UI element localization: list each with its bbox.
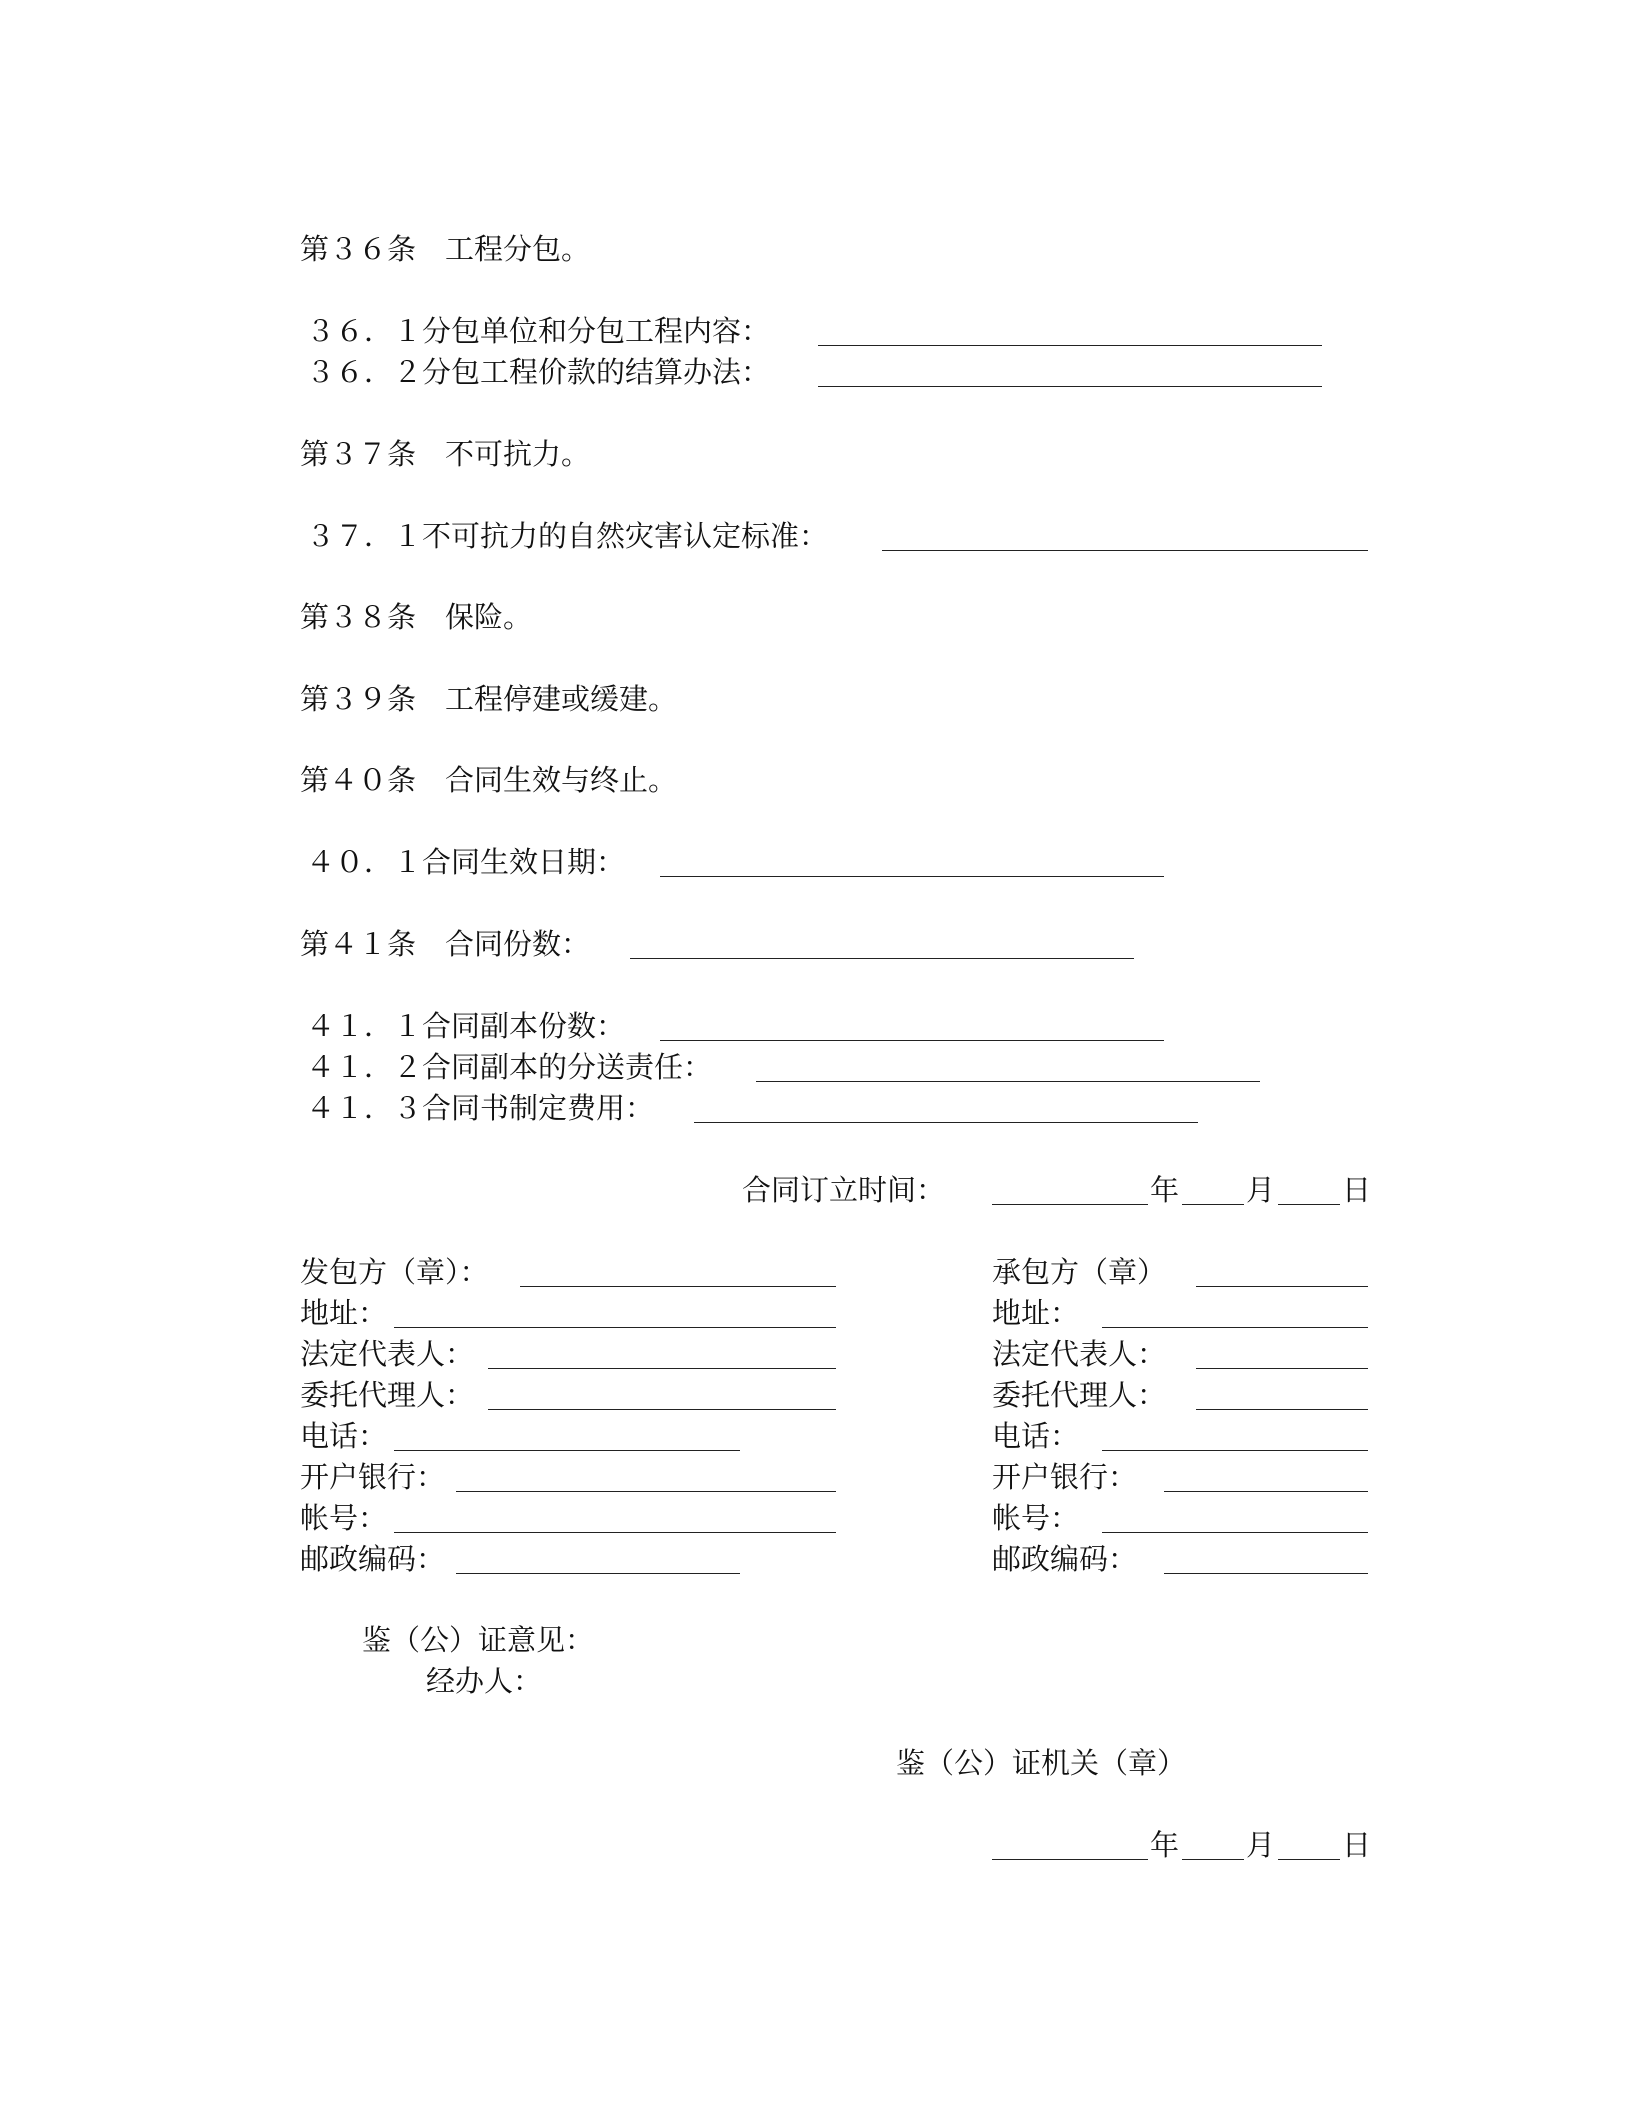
- article-41-heading: 第４１条 合同份数：: [300, 927, 591, 961]
- employer-bank-label: 开户银行：: [300, 1460, 446, 1494]
- contractor-legal-rep-label: 法定代表人：: [992, 1337, 1167, 1371]
- contractor-agent-label: 委托代理人：: [992, 1378, 1167, 1412]
- article-40-heading: 第４０条 合同生效与终止。: [300, 763, 678, 797]
- article-36-heading: 第３６条 工程分包。: [300, 232, 591, 266]
- article-36-1-blank[interactable]: [818, 345, 1322, 346]
- article-40-1-label: ４０．１合同生效日期：: [306, 845, 626, 879]
- notary-year-blank[interactable]: [992, 1859, 1148, 1860]
- notary-authority-label: 鉴（公）证机关（章）: [896, 1746, 1187, 1780]
- employer-agent-label: 委托代理人：: [300, 1378, 475, 1412]
- article-36-2-blank[interactable]: [818, 386, 1322, 387]
- notary-day-blank[interactable]: [1278, 1859, 1340, 1860]
- article-37-1-label: ３７．１不可抗力的自然灾害认定标准：: [306, 519, 829, 553]
- contractor-postcode-blank[interactable]: [1164, 1573, 1368, 1574]
- contractor-account-label: 帐号：: [992, 1501, 1080, 1535]
- signing-day-blank[interactable]: [1278, 1204, 1340, 1205]
- signing-month-blank[interactable]: [1182, 1204, 1244, 1205]
- signing-time-label: 合同订立时间：: [742, 1173, 946, 1207]
- article-39-heading: 第３９条 工程停建或缓建。: [300, 682, 678, 716]
- contractor-seal-label: 承包方（章）: [992, 1255, 1167, 1289]
- employer-address-blank[interactable]: [394, 1327, 836, 1328]
- article-41-2-blank[interactable]: [756, 1081, 1260, 1082]
- contractor-address-label: 地址：: [992, 1296, 1080, 1330]
- article-40-1-blank[interactable]: [660, 876, 1164, 877]
- article-41-3-blank[interactable]: [694, 1122, 1198, 1123]
- signing-year-label: 年: [1150, 1173, 1180, 1207]
- employer-account-blank[interactable]: [394, 1532, 836, 1533]
- signing-year-blank[interactable]: [992, 1204, 1148, 1205]
- article-38-heading: 第３８条 保险。: [300, 600, 533, 634]
- employer-agent-blank[interactable]: [488, 1409, 836, 1410]
- article-37-1-blank[interactable]: [882, 550, 1368, 551]
- notary-year-label: 年: [1150, 1828, 1180, 1862]
- article-41-1-label: ４１．１合同副本份数：: [306, 1009, 626, 1043]
- contractor-legal-rep-blank[interactable]: [1196, 1368, 1368, 1369]
- employer-address-label: 地址：: [300, 1296, 388, 1330]
- article-41-2-label: ４１．２合同副本的分送责任：: [306, 1050, 713, 1084]
- employer-postcode-label: 邮政编码：: [300, 1542, 446, 1576]
- contractor-agent-blank[interactable]: [1196, 1409, 1368, 1410]
- employer-phone-label: 电话：: [300, 1419, 388, 1453]
- contractor-phone-label: 电话：: [992, 1419, 1080, 1453]
- article-41-3-label: ４１．３合同书制定费用：: [306, 1091, 655, 1125]
- contractor-address-blank[interactable]: [1102, 1327, 1368, 1328]
- contractor-phone-blank[interactable]: [1102, 1450, 1368, 1451]
- employer-account-label: 帐号：: [300, 1501, 388, 1535]
- notary-opinion-label: 鉴（公）证意见：: [362, 1623, 595, 1657]
- article-36-1-label: ３６．１分包单位和分包工程内容：: [306, 314, 771, 348]
- contractor-bank-blank[interactable]: [1164, 1491, 1368, 1492]
- notary-month-label: 月: [1246, 1828, 1276, 1862]
- employer-bank-blank[interactable]: [456, 1491, 836, 1492]
- employer-postcode-blank[interactable]: [456, 1573, 740, 1574]
- notary-day-label: 日: [1342, 1828, 1372, 1862]
- employer-phone-blank[interactable]: [394, 1450, 740, 1451]
- article-41-blank[interactable]: [630, 958, 1134, 959]
- contractor-account-blank[interactable]: [1102, 1532, 1368, 1533]
- article-37-heading: 第３７条 不可抗力。: [300, 437, 591, 471]
- employer-seal-blank[interactable]: [520, 1286, 836, 1287]
- notary-month-blank[interactable]: [1182, 1859, 1244, 1860]
- signing-day-label: 日: [1342, 1173, 1372, 1207]
- signing-month-label: 月: [1246, 1173, 1276, 1207]
- contractor-seal-blank[interactable]: [1196, 1286, 1368, 1287]
- article-41-1-blank[interactable]: [660, 1040, 1164, 1041]
- notary-handler-label: 经办人：: [426, 1664, 543, 1698]
- contractor-bank-label: 开户银行：: [992, 1460, 1138, 1494]
- employer-seal-label: 发包方（章）：: [300, 1255, 489, 1289]
- contractor-postcode-label: 邮政编码：: [992, 1542, 1138, 1576]
- employer-legal-rep-label: 法定代表人：: [300, 1337, 475, 1371]
- article-36-2-label: ３６．２分包工程价款的结算办法：: [306, 355, 771, 389]
- employer-legal-rep-blank[interactable]: [488, 1368, 836, 1369]
